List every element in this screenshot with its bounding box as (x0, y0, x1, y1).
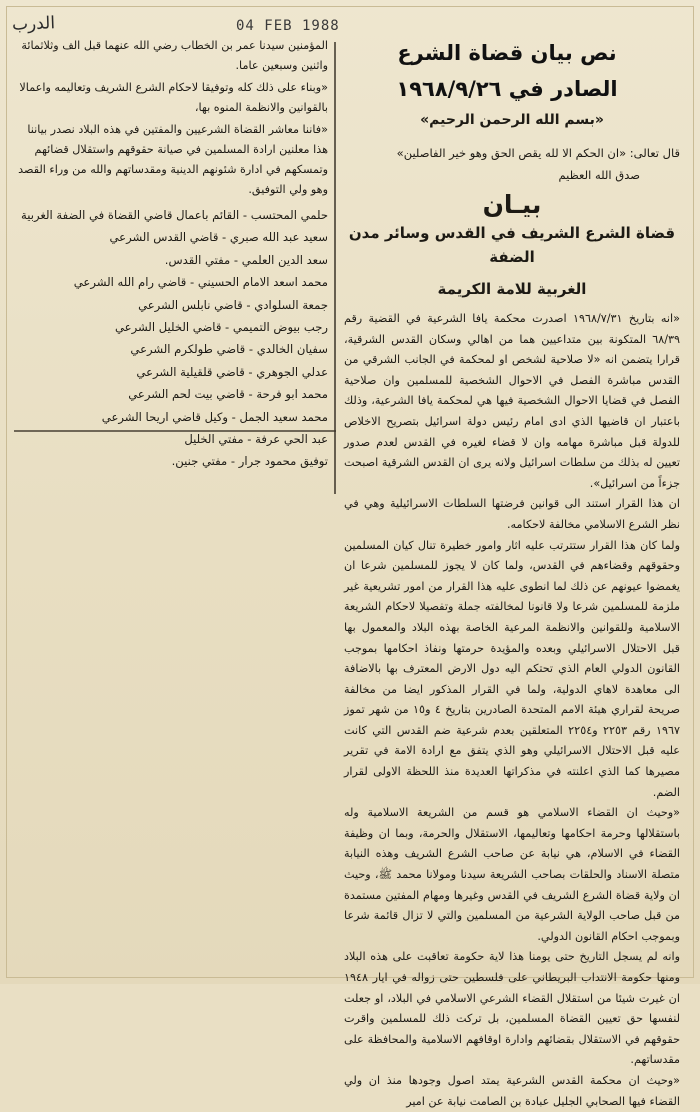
column-divider (334, 42, 336, 494)
continuation-paragraph: «وبناء على ذلك كله وتوفيقا لاحكام الشرع الشريف وتعاليمه واعمالا بالقوانين والانظمة المنوه بها، (19, 81, 328, 114)
handwritten-note: الدرب (11, 13, 56, 35)
continuation-column (14, 36, 328, 473)
subhead-line-1: قضاة الشرع الشريف في القدس وسائر مدن الضفة (348, 224, 676, 266)
signatory: جمعة السلوادي - قاضي نابلس الشرعي (138, 297, 328, 312)
signatory: حلمي المحتسب - القائم باعمال قاضي القضاة في الضفة الغربية (21, 208, 328, 222)
basmala: «بسم الله الرحمن الرحيم» (420, 112, 604, 128)
signatory: توفيق محمود جرار - مفتي جنين. (171, 454, 328, 469)
signatory: سفيان الخالدي - قاضي طولكرم الشرعي (130, 342, 328, 357)
headline-line-2: الصادر في ١٩٦٨/٩/٢٦ (396, 77, 618, 101)
headline-line-1: نص بيان قضاة الشرع (397, 41, 617, 65)
signatories-list (14, 204, 328, 473)
article-paragraph: «انه بتاريخ ١٩٦٨/٧/٣١ اصدرت محكمة يافا الشرعية في القضية رقم ٦٨/٣٩ المتكونة بين متداعيين هما من اهالي وسكان القدس الشرقية، قرارا يتضمن انه «لا صلاحية لشخص او لمحكمة في الجانب الشرقي من القدس مباشرة الفصل في الاحوال الشخصية للمسلمين وان صلاحية الفصل في قضايا الاحوال الشخصية فيها هي لمحكمة يافا الشرعية، وذلك باعتبار ان قاضيها الذي ادى امام رئيس دولة اسرائيل بتصريح الاخلاص للدولة قبل مباشرة مهامه وان لا قضاء لغيره في القدس لعدم صدور تعيين له بذلك من سلطات اسرائيل ولانه يرى ان القدس الشرقية اصبحت جزءاً من اسرائيل». (344, 312, 680, 490)
signatory: سعد الدين العلمي - مفتي القدس. (164, 252, 328, 267)
signatory: عبد الحي عرفة - مفتي الخليل (184, 432, 328, 447)
signatory: محمد سعيد الجمل - وكيل قاضي اريحا الشرعي (101, 409, 328, 424)
subhead-line-2: الغربية للامة الكريمة (437, 280, 587, 298)
article-paragraph: «وحيث ان القضاء الاسلامي هو قسم من الشريعة الاسلامية وله باستقلالها وحرمة احكامها وتعاليمها، الاستقلال والحرمة، وبما ان وظيفة القضاء في الاسلام، هي نيابة عن صاحب الشرع الشريف وهذه النيابة متصلة الاسناد والحلقات بصاحب الشريعة سيدنا ومولانا محمد ﷺ، وحيث ان ولاية قضاة الشرع الشريف في القدس وغيرها ومهام المفتين مستمدة من قبل صاحب الولاية الشرعية من المسلمين والتي لا تزال قائمة شرعا وبموجب احكام القانون الدولي. (344, 806, 680, 943)
date-stamp: 04 FEB 1988 (236, 18, 340, 34)
article-paragraph: وانه لم يسجل التاريخ حتى يومنا هذا لاية حكومة تعاقبت على هذه البلاد ومنها حكومة الانتداب البريطاني على فلسطين حتى زواله في ايار ١٩٤٨ ان غيرت شيئا من استقلال القضاء الشرعي الاسلامي في البلاد، او جعلت لنفسها حق تعيين القضاة المسلمين، بل تركت ذلك للمسلمين واقرت حقوقهم في الاستقلال بقضائهم وادارة اوقافهم الاسلامية والمحافظة على مقدساتهم. (344, 950, 680, 1067)
article-paragraph: «وحيث ان محكمة القدس الشرعية يمتد اصول وجودها منذ ان ولي القضاء فيها الصحابي الجليل عبادة بن الصامت نيابة عن امير (344, 1073, 680, 1108)
continuation-paragraph: «فاننا معاشر القضاة الشرعيين والمفتين في هذه البلاد نصدر بياننا هذا معلنين ارادة المسلمين في صيانة حقوقهم واستقلال قضائهم وتمسكهم في ادارة شئونهم الدينية ومقدساتهم والله من وراء القصد وهو ولي التوفيق. (18, 123, 328, 196)
signatory: سعيد عبد الله صبري - قاضي القدس الشرعي (109, 230, 328, 245)
verse-closing: صدق الله العظيم (558, 168, 640, 182)
main-article (344, 36, 680, 1112)
signatory: رجب بيوض التميمي - قاضي الخليل الشرعي (114, 320, 328, 335)
signatory: عدلي الجوهري - قاضي قلقيلية الشرعي (136, 364, 328, 379)
signatory: محمد ابو فرحة - قاضي بيت لحم الشرعي (128, 387, 328, 402)
quran-verse: قال تعالى: «ان الحكم الا لله يقص الحق وهو خير الفاصلين» (396, 146, 680, 160)
signatory: محمد اسعد الامام الحسيني - قاضي رام الله الشرعي (73, 275, 328, 290)
article-paragraph: ان هذا القرار استند الى قوانين فرضتها السلطات الاسرائيلية وهي في نظر الشرع الاسلامي مخالفة لاحكامه. (344, 497, 680, 531)
continuation-paragraph: المؤمنين سيدنا عمر بن الخطاب رضي الله عنهما قبل الف وثلاثمائة واثنين وسبعين عاما. (21, 39, 328, 72)
article-paragraph: ولما كان هذا القرار ستترتب عليه اثار وامور خطيرة تنال كيان المسلمين وحقوقهم وقضاءهم في القدس، ولما كان لا يجوز للمسلمين شرعا ان يغمضوا عيونهم عن ذلك لما انطوى عليه هذا القرار من امور تشريعية غير ملزمة للمسلمين شرعا ولا قانونا لمخالفته جملة وتفصيلا لاحكام الشريعة الاسلامية وللقوانين والانظمة المرعية الخاصة بهذه البلاد والمعمول بها قبل الاحتلال الاسرائيلي وبعده والمؤيدة حرمتها ونفاذ احكامها بموجب القانون الدولي العام الذي تحتكم اليه دول الارض المعترف بها بالاضافة الى معاهدة لاهاي الدولية، ولما في القرار المذكور ايضا من مخالفة صريحة لقراري هيئة الامم المتحدة الصادرين بتاريخ ٤ و١٥ من شهر تموز ١٩٦٧ رقم ٢٢٥٣ و٢٢٥٤ المتعلقين بعدم شرعية ضم القدس التي كانت عليه قبل الاحتلال الاسرائيلي وهو الذي يتفق مع ارادة الامة في تقرير مصيرها كما الذي اعلنته في مذكراتها العديدة منذ اللحظة الاولى لقرار الضم. (344, 538, 680, 799)
statement-title: بيـان (482, 190, 542, 219)
